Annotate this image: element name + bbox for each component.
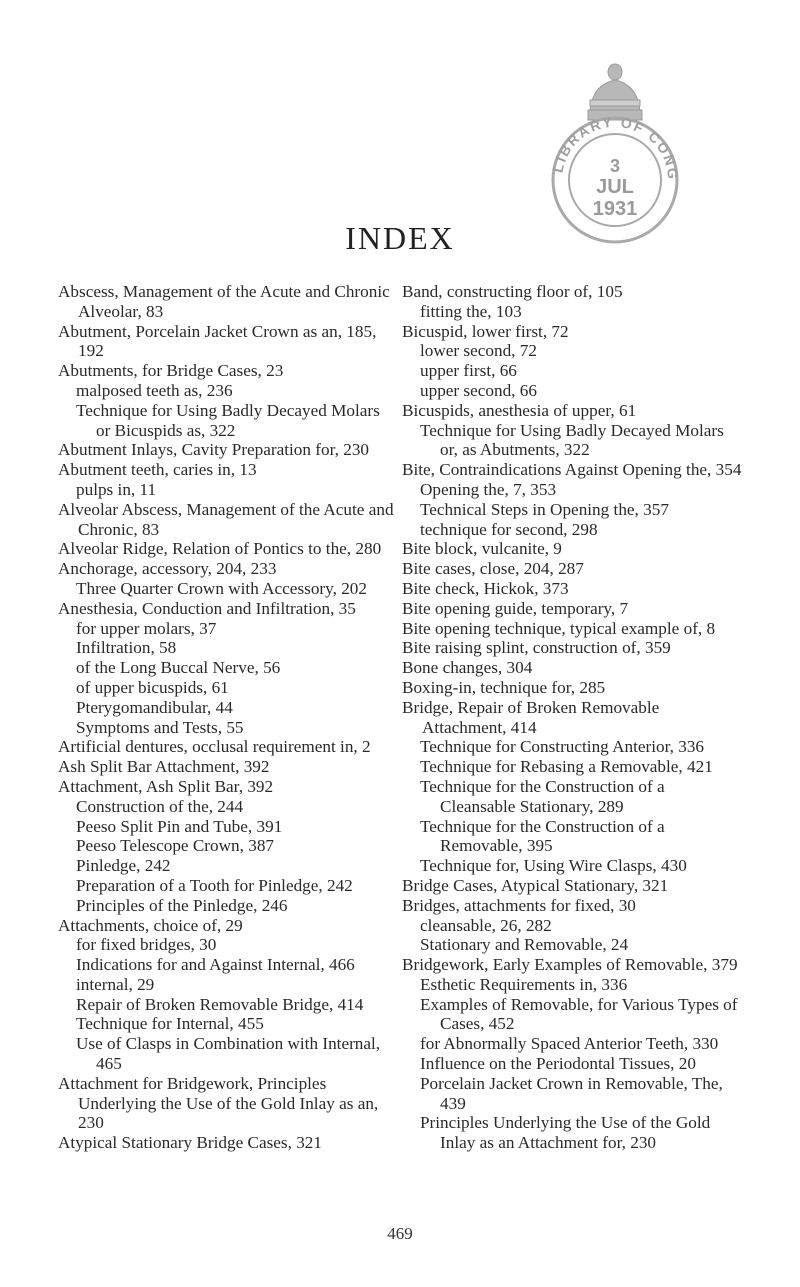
index-subentry: Use of Clasps in Combination with Internal, 465 xyxy=(76,1034,381,1074)
index-subentry: Technical Steps in Opening the, 357 xyxy=(420,499,669,519)
index-left-column xyxy=(58,282,398,1153)
index-subentry: Technique for the Construction of a Cleansable Stationary, 289 xyxy=(420,776,665,816)
page-title: INDEX xyxy=(345,220,455,256)
index-entry: Attachment, Ash Split Bar, 392 xyxy=(58,776,274,796)
index-subentry: fitting the, 103 xyxy=(420,301,522,321)
page-number: 469 xyxy=(387,1224,413,1243)
index-entry: Abutment teeth, caries in, 13 xyxy=(58,460,257,480)
index-subentry: for Abnormally Spaced Anterior Teeth, 330 xyxy=(420,1034,719,1054)
svg-text:LIBRARY OF CONGRESS: LIBRARY OF CONG xyxy=(549,113,682,182)
index-entry: Bite block, vulcanite, 9 xyxy=(402,539,562,559)
index-subentry: Porcelain Jacket Crown in Removable, The, 439 xyxy=(420,1073,723,1113)
index-entry: Bridge, Repair of Broken Removable Attachment, 414 xyxy=(402,697,660,737)
index-subentry: pulps in, 11 xyxy=(76,479,157,499)
index-subentry: Repair of Broken Removable Bridge, 414 xyxy=(76,994,364,1014)
index-entry: Anesthesia, Conduction and Infiltration, 35 xyxy=(58,598,356,618)
index-subentry: Examples of Removable, for Various Types of Cases, 452 xyxy=(420,994,738,1034)
index-entry: Boxing-in, technique for, 285 xyxy=(402,677,606,697)
index-entry: Attachment for Bridgework, Principles Underlying the Use of the Gold Inlay as an, 230 xyxy=(58,1073,379,1133)
index-entry: Bite opening guide, temporary, 7 xyxy=(402,598,629,618)
index-entry: Band, constructing floor of, 105 xyxy=(402,282,623,301)
index-subentry: malposed teeth as, 236 xyxy=(76,380,233,400)
index-entry: Bite, Contraindications Against Opening the, 354 xyxy=(402,460,742,480)
index-subentry: Opening the, 7, 353 xyxy=(420,479,557,499)
index-entry: Artificial dentures, occlusal requirement in, 2 xyxy=(58,737,371,757)
index-subentry: Pinledge, 242 xyxy=(76,856,171,876)
index-subentry: Technique for Internal, 455 xyxy=(76,1014,264,1034)
index-entry: Bridge Cases, Atypical Stationary, 321 xyxy=(402,875,669,895)
index-subentry: Indications for and Against Internal, 466 xyxy=(76,955,355,975)
index-entry: Bicuspid, lower first, 72 xyxy=(402,321,569,341)
index-right-column xyxy=(402,282,742,1153)
index-subentry: Three Quarter Crown with Accessory, 202 xyxy=(76,578,367,598)
index-subentry: Technique for the Construction of a Removable, 395 xyxy=(420,816,665,856)
index-subentry: lower second, 72 xyxy=(420,341,537,361)
index-entry: Bicuspids, anesthesia of upper, 61 xyxy=(402,400,637,420)
index-subentry: Influence on the Periodontal Tissues, 20 xyxy=(420,1054,696,1074)
index-subentry: Infiltration, 58 xyxy=(76,638,177,658)
index-subentry: of upper bicuspids, 61 xyxy=(76,677,229,697)
index-entry: Abutment Inlays, Cavity Preparation for, 230 xyxy=(58,440,370,460)
index-entry: Abscess, Management of the Acute and Chronic Alveolar, 83 xyxy=(58,282,390,321)
index-subentry: Peeso Telescope Crown, 387 xyxy=(76,836,275,856)
index-entry: Bridgework, Early Examples of Removable, 379 xyxy=(402,955,738,975)
index-subentry: Esthetic Requirements in, 336 xyxy=(420,974,628,994)
index-subentry: Principles Underlying the Use of the Gold Inlay as an Attachment for, 230 xyxy=(420,1113,711,1153)
index-entry: Bite opening technique, typical example of, 8 xyxy=(402,618,716,638)
index-subentry: technique for second, 298 xyxy=(420,519,598,539)
index-subentry: Technique for Rebasing a Removable, 421 xyxy=(420,757,713,777)
index-subentry: Symptoms and Tests, 55 xyxy=(76,717,244,737)
index-entry: Abutment, Porcelain Jacket Crown as an, 185, 192 xyxy=(58,321,377,361)
index-subentry: for upper molars, 37 xyxy=(76,618,217,638)
index-subentry: Principles of the Pinledge, 246 xyxy=(76,895,288,915)
index-entry: Bite cases, close, 204, 287 xyxy=(402,559,584,579)
stamp-day: 3 xyxy=(609,156,620,176)
index-subentry: Technique for Using Badly Decayed Molars or, as Abutments, 322 xyxy=(420,420,724,460)
index-subentry: Technique for, Using Wire Clasps, 430 xyxy=(420,856,687,876)
index-subentry: upper second, 66 xyxy=(420,380,537,400)
index-entry: Abutments, for Bridge Cases, 23 xyxy=(58,361,284,381)
stamp-year: 1931 xyxy=(592,198,638,220)
index-entry: Alveolar Ridge, Relation of Pontics to the, 280 xyxy=(58,539,382,559)
index-subentry: Stationary and Removable, 24 xyxy=(420,935,629,955)
index-subentry: for fixed bridges, 30 xyxy=(76,935,217,955)
index-subentry: Technique for Constructing Anterior, 336 xyxy=(420,737,705,757)
index-subentry: upper first, 66 xyxy=(420,361,517,381)
index-subentry: Construction of the, 244 xyxy=(76,796,244,816)
index-subentry: Preparation of a Tooth for Pinledge, 242 xyxy=(76,875,353,895)
index-entry: Bite check, Hickok, 373 xyxy=(402,578,569,598)
index-subentry: internal, 29 xyxy=(76,974,155,994)
index-entry: Ash Split Bar Attachment, 392 xyxy=(58,757,270,777)
index-entry: Alveolar Abscess, Management of the Acute and Chronic, 83 xyxy=(58,499,394,539)
index-subentry: of the Long Buccal Nerve, 56 xyxy=(76,658,281,678)
index-entry: Bone changes, 304 xyxy=(402,658,533,678)
index-subentry: Pterygomandibular, 44 xyxy=(76,697,233,717)
index-entry: Atypical Stationary Bridge Cases, 321 xyxy=(58,1133,322,1153)
index-subentry: Technique for Using Badly Decayed Molars or Bicuspids as, 322 xyxy=(76,400,380,440)
index-entry: Bite raising splint, construction of, 359 xyxy=(402,638,671,658)
index-entry: Bridges, attachments for fixed, 30 xyxy=(402,895,636,915)
index-entry: Anchorage, accessory, 204, 233 xyxy=(58,559,277,579)
index-subentry: Peeso Split Pin and Tube, 391 xyxy=(76,816,283,836)
index-subentry: cleansable, 26, 282 xyxy=(420,915,552,935)
index-entry: Attachments, choice of, 29 xyxy=(58,915,243,935)
stamp-month: JUL xyxy=(596,176,634,198)
